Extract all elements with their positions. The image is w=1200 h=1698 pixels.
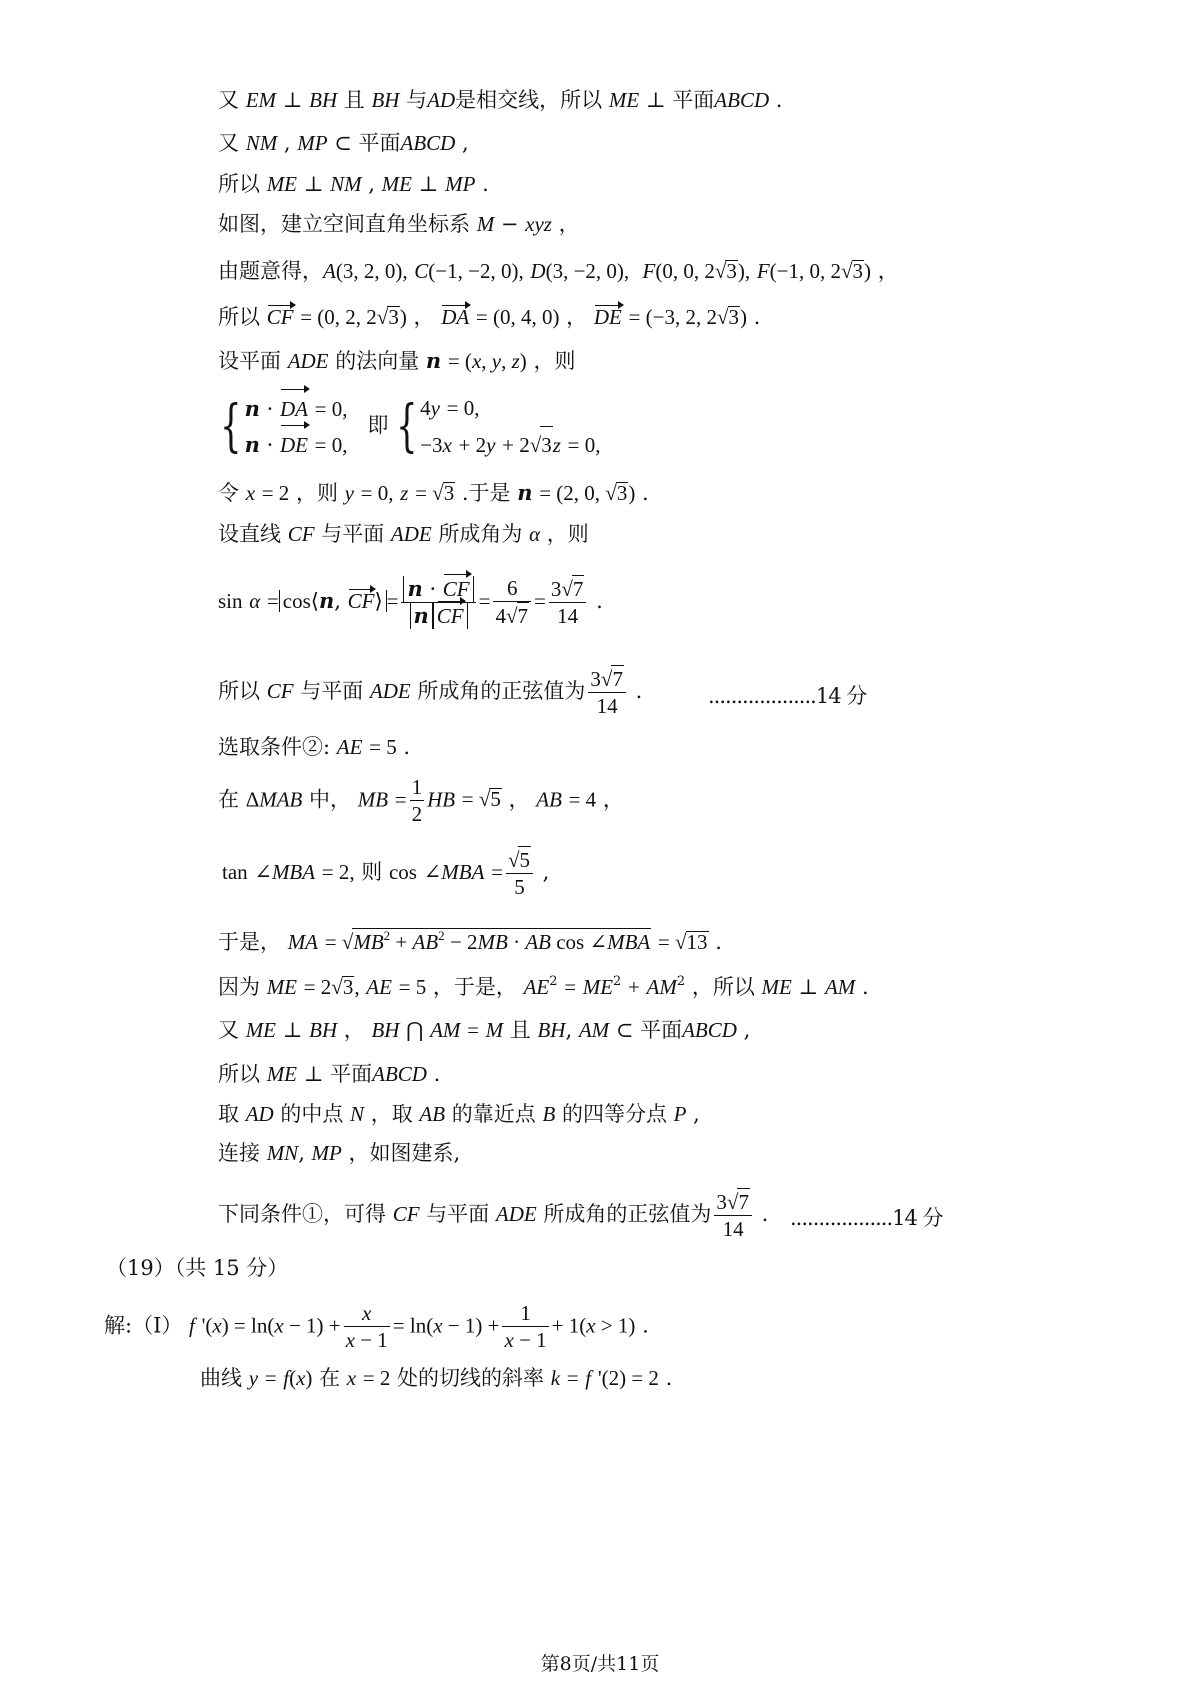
line-10: 设直线 CF 与平面 ADE 所成角为 α ，则 bbox=[218, 522, 589, 546]
score-mark-1: ...................14 分 bbox=[708, 684, 867, 708]
line-5: 由题意得，A(3, 2, 0), C(−1, −2, 0), D(3, −2, 0), F(0, 0, 2√3), F(−1, 0, 2√3) ， bbox=[218, 259, 899, 283]
line-16: 于是， MA = $√MB^2 + AB^2 - 2MB$ · AB cos ∠MBA = √13 . bbox=[218, 928, 722, 954]
line-3: 所以 ME ⊥ NM , ME ⊥ MP . bbox=[218, 172, 489, 196]
line-20: 取 AD 的中点 N ，取 AB 的靠近点 B 的四等分点 P , bbox=[218, 1102, 700, 1126]
line-25: 曲线 y = f(x) 在 x = 2 处的切线的斜率 k = f '(2) = 2 . bbox=[200, 1366, 673, 1390]
line-13: 选取条件②: AE = 5 . bbox=[218, 735, 411, 759]
line-22: 下同条件①，可得 CF 与平面 ADE 所成角的正弦值为 $\frac{3√7}{14}$ . bbox=[218, 1190, 769, 1242]
line-7: 设平面 ADE 的法向量 n = (x, y, z) ，则 bbox=[218, 348, 576, 373]
line-4: 如图，建立空间直角坐标系 M − xyz ， bbox=[218, 212, 580, 236]
line-6: 所以 CF = (0, 2, 2√3) ， DA = (0, 4, 0) ， DE = (−3, 2, 2√3) . bbox=[218, 305, 761, 329]
line-12: 所以 CF 与平面 ADE 所成角的正弦值为 $\frac{3√7}{14}$ . bbox=[218, 667, 643, 719]
line-24: 解:（Ⅰ） f '(x) = ln(x − 1) + $\frac{x}{x - 1}$ = ln(x − 1) + $\frac{1}{x - 1}$ + 1(x > 1) . bbox=[104, 1301, 649, 1353]
line-19: 所以 ME ⊥ 平面ABCD . bbox=[218, 1062, 441, 1086]
sine-formula: sin α = cos⟨n, CF⟩ = $\frac{n \cdot CF}{\text{n CF}}$ = $\frac{6}{4√7}$ = $\frac{3√7}{14}$ . bbox=[218, 575, 603, 629]
question-header: （19）（共 15 分） bbox=[106, 1256, 289, 1280]
line-14: 在 ΔMAB 中， MB = $\frac{1}{2}$ HB = √5 ， AB = 4 ， bbox=[218, 775, 624, 827]
line-17: 因为 ME = 2√3, AE = 5 ，于是， $AE^2 = ME^2 + AM^2$ ，所以 ME ⊥ AM . bbox=[218, 974, 869, 999]
line-21: 连接 MN, MP ，如图建系, bbox=[218, 1141, 461, 1165]
page-footer: 第8页/共11页 bbox=[540, 1653, 660, 1675]
line-1: 又 EM ⊥ BH 且 BH 与AD是相交线，所以 ME ⊥ 平面ABCD . bbox=[218, 88, 783, 112]
line-15: tan ∠MBA = 2, 则 cos ∠MBA = $\frac{√5}{5}$ , bbox=[222, 848, 550, 900]
score-mark-2: ..................14 分 bbox=[790, 1206, 943, 1230]
line-2: 又 NM , MP ⊂ 平面ABCD , bbox=[218, 131, 469, 155]
line-9: 令 x = 2 ，则 y = 0, z = √3 .于是 n = (2, 0, √3) . bbox=[218, 480, 649, 505]
equation-system: { n · DA = 0, n · DE = 0, 即 { 4y = 0, −3x + 2y + 2√3z = 0, bbox=[213, 390, 600, 463]
line-18: 又 ME ⊥ BH ， BH ⋂ AM = M 且 BH, AM ⊂ 平面ABCD , bbox=[218, 1018, 751, 1042]
